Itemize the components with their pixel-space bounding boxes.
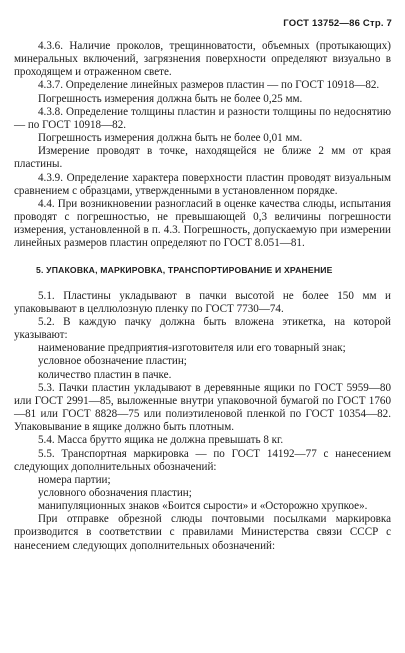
marking-item-designation: условного обозначения пластин; bbox=[38, 487, 192, 499]
marking-item-batch: номера партии; bbox=[38, 473, 111, 486]
paragraph-5-1: 5.1. Пластины укладывают в пачки высотой не более 150 мм и упаковывают в целлюлозную пленку по ГОСТ 7730—74. bbox=[14, 289, 391, 315]
paragraph-4-4: 4.4. При возникновении разногласий в оценке качества слюды, испытания проводят с погрешностью, не превышающей 0,3 величины погрешности измерения, установленной в п. 4.3. Погрешность, допускаемую при измерении линейных размеров пластин определяют по ГОСТ 8.051—81. bbox=[14, 197, 391, 250]
paragraph-4-3-7: 4.3.7. Определение линейных размеров пластин — по ГОСТ 10918—82. bbox=[38, 79, 380, 92]
paragraph-4-3-9: 4.3.9. Определение характера поверхности пластин проводят визуальным сравнением с образцами, утвержденными в установленном порядке. bbox=[14, 171, 391, 197]
paragraph-4-3-6: 4.3.6. Наличие проколов, трещинноватости, объемных (протыкающих) минеральных включений, загрязнения поверхности определяют визуально в проходящем и отраженном свете. bbox=[14, 40, 391, 79]
paragraph-measurement-point: Измерение проводят в точке, находящейся не ближе 2 мм от края пластины. bbox=[14, 145, 391, 171]
label-item-quantity: количество пластин в пачке. bbox=[38, 368, 172, 381]
document-body bbox=[14, 40, 391, 553]
paragraph-5-2: 5.2. В каждую пачку должна быть вложена этикетка, на которой указывают: bbox=[14, 315, 391, 342]
marking-item-handling-signs: манипуляционных знаков «Боится сырости» и «Осторожно хрупкое». bbox=[38, 500, 368, 513]
paragraph-tolerance-2: Погрешность измерения должна быть не более 0,01 мм. bbox=[38, 132, 303, 145]
paragraph-5-3: 5.3. Пачки пластин укладывают в деревянные ящики по ГОСТ 5959—80 или ГОСТ 2991—85, выложенные внутри упаковочной бумагой по ГОСТ 1760—81 или ГОСТ 8828—75 или полиэтиленовой пленкой по ГОСТ 10354—82. Упаковывание в ящике должно быть плотным. bbox=[14, 381, 391, 434]
paragraph-tolerance-1: Погрешность измерения должна быть не более 0,25 мм. bbox=[38, 92, 303, 105]
label-item-manufacturer: наименование предприятия-изготовителя или его товарный знак; bbox=[38, 342, 346, 355]
paragraph-5-4: 5.4. Масса брутто ящика не должна превышать 8 кг. bbox=[38, 434, 284, 447]
section-5-title: 5. УПАКОВКА, МАРКИРОВКА, ТРАНСПОРТИРОВАНИЕ И ХРАНЕНИЕ bbox=[36, 264, 333, 275]
paragraph-5-5: 5.5. Транспортная маркировка — по ГОСТ 14192—77 с нанесением следующих дополнительных обозначений: bbox=[14, 447, 391, 473]
paragraph-4-3-8: 4.3.8. Определение толщины пластин и разности толщины по недоснятию — по ГОСТ 10918—82. bbox=[14, 105, 391, 131]
paragraph-postal-marking: При отправке обрезной слюды почтовыми посылками маркировка производится в соответствии с правилами Министерства связи СССР с нанесением следующих дополнительных обозначений: bbox=[14, 513, 391, 552]
label-item-designation: условное обозначение пластин; bbox=[38, 355, 187, 368]
page-header: ГОСТ 13752—86 Стр. 7 bbox=[283, 18, 392, 29]
